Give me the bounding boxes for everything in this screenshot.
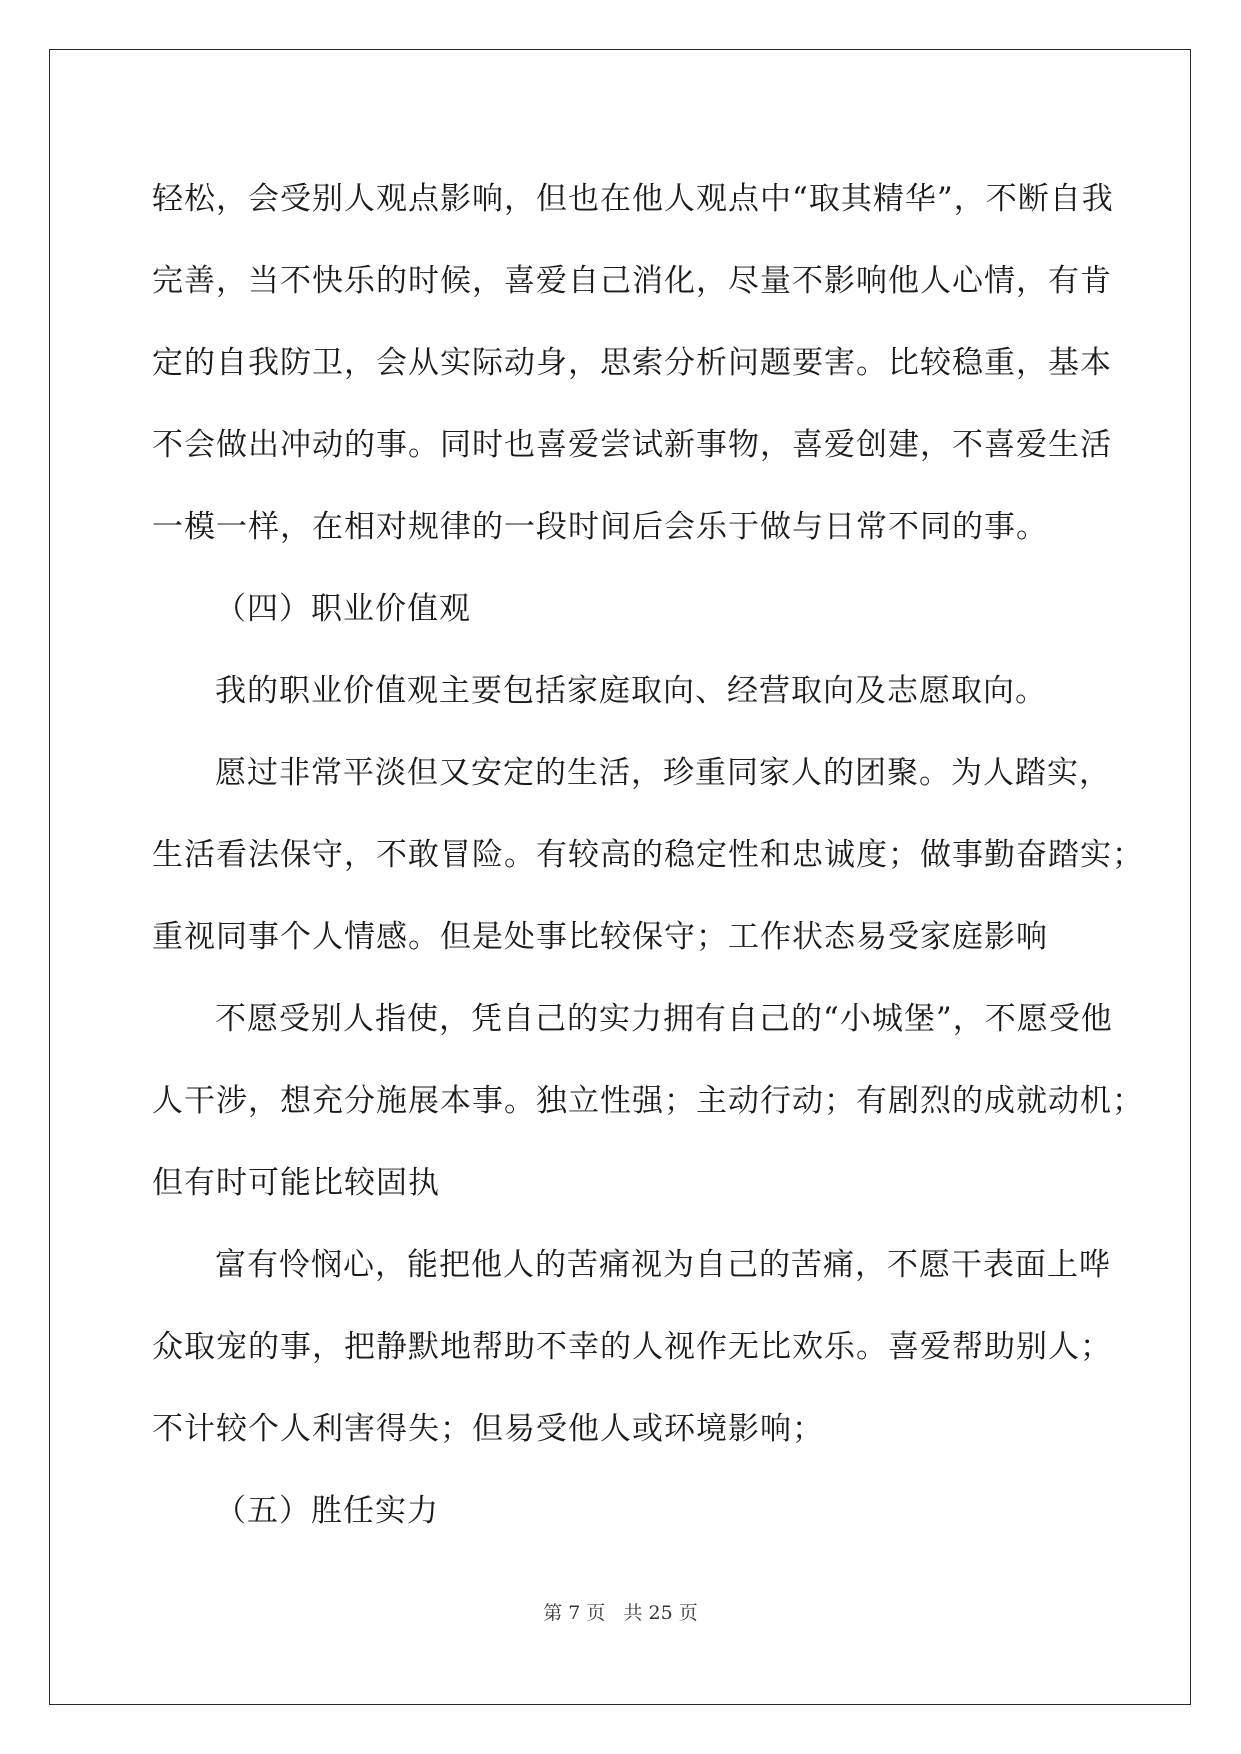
text-line: 愿过非常平淡但又安定的生活，珍重同家人的团聚。为人踏实， xyxy=(215,755,1111,791)
text-line: 富有怜悯心，能把他人的苦痛视为自己的苦痛，不愿干表面上哗 xyxy=(215,1247,1111,1283)
text-line: 我的职业价值观主要包括家庭取向、经营取向及志愿取向。 xyxy=(215,673,1047,709)
page-footer xyxy=(0,1598,1241,1625)
text-line: 定的自我防卫，会从实际动身，思索分析问题要害。比较稳重，基本 xyxy=(152,345,1112,381)
page-total: 共 25 页 xyxy=(623,1602,698,1624)
text-line: 不会做出冲动的事。同时也喜爱尝试新事物，喜爱创建，不喜爱生活 xyxy=(152,427,1112,463)
text-line: 不计较个人利害得失；但易受他人或环境影响； xyxy=(152,1411,824,1447)
text-line: 完善，当不快乐的时候，喜爱自己消化，尽量不影响他人心情，有肯 xyxy=(152,263,1112,299)
text-line: 人干涉，想充分施展本事。独立性强；主动行动；有剧烈的成就动机； xyxy=(152,1083,1144,1119)
document-body xyxy=(152,158,1144,1552)
section-heading: （五）胜任实力 xyxy=(215,1493,439,1529)
section-heading: （四）职业价值观 xyxy=(215,591,471,627)
text-line: 生活看法保守，不敢冒险。有较高的稳定性和忠诚度；做事勤奋踏实； xyxy=(152,837,1144,873)
text-line: 轻松，会受别人观点影响，但也在他人观点中“取其精华”，不断自我 xyxy=(152,181,1114,217)
text-line: 重视同事个人情感。但是处事比较保守；工作状态易受家庭影响 xyxy=(152,919,1048,955)
text-line: 一模一样，在相对规律的一段时间后会乐于做与日常不同的事。 xyxy=(152,509,1048,545)
page-number: 第 7 页 xyxy=(543,1602,606,1624)
text-line: 但有时可能比较固执 xyxy=(152,1165,440,1201)
text-line: 不愿受别人指使，凭自己的实力拥有自己的“小城堡”，不愿受他 xyxy=(215,1001,1113,1037)
text-line: 众取宠的事，把静默地帮助不幸的人视作无比欢乐。喜爱帮助别人； xyxy=(152,1329,1112,1365)
